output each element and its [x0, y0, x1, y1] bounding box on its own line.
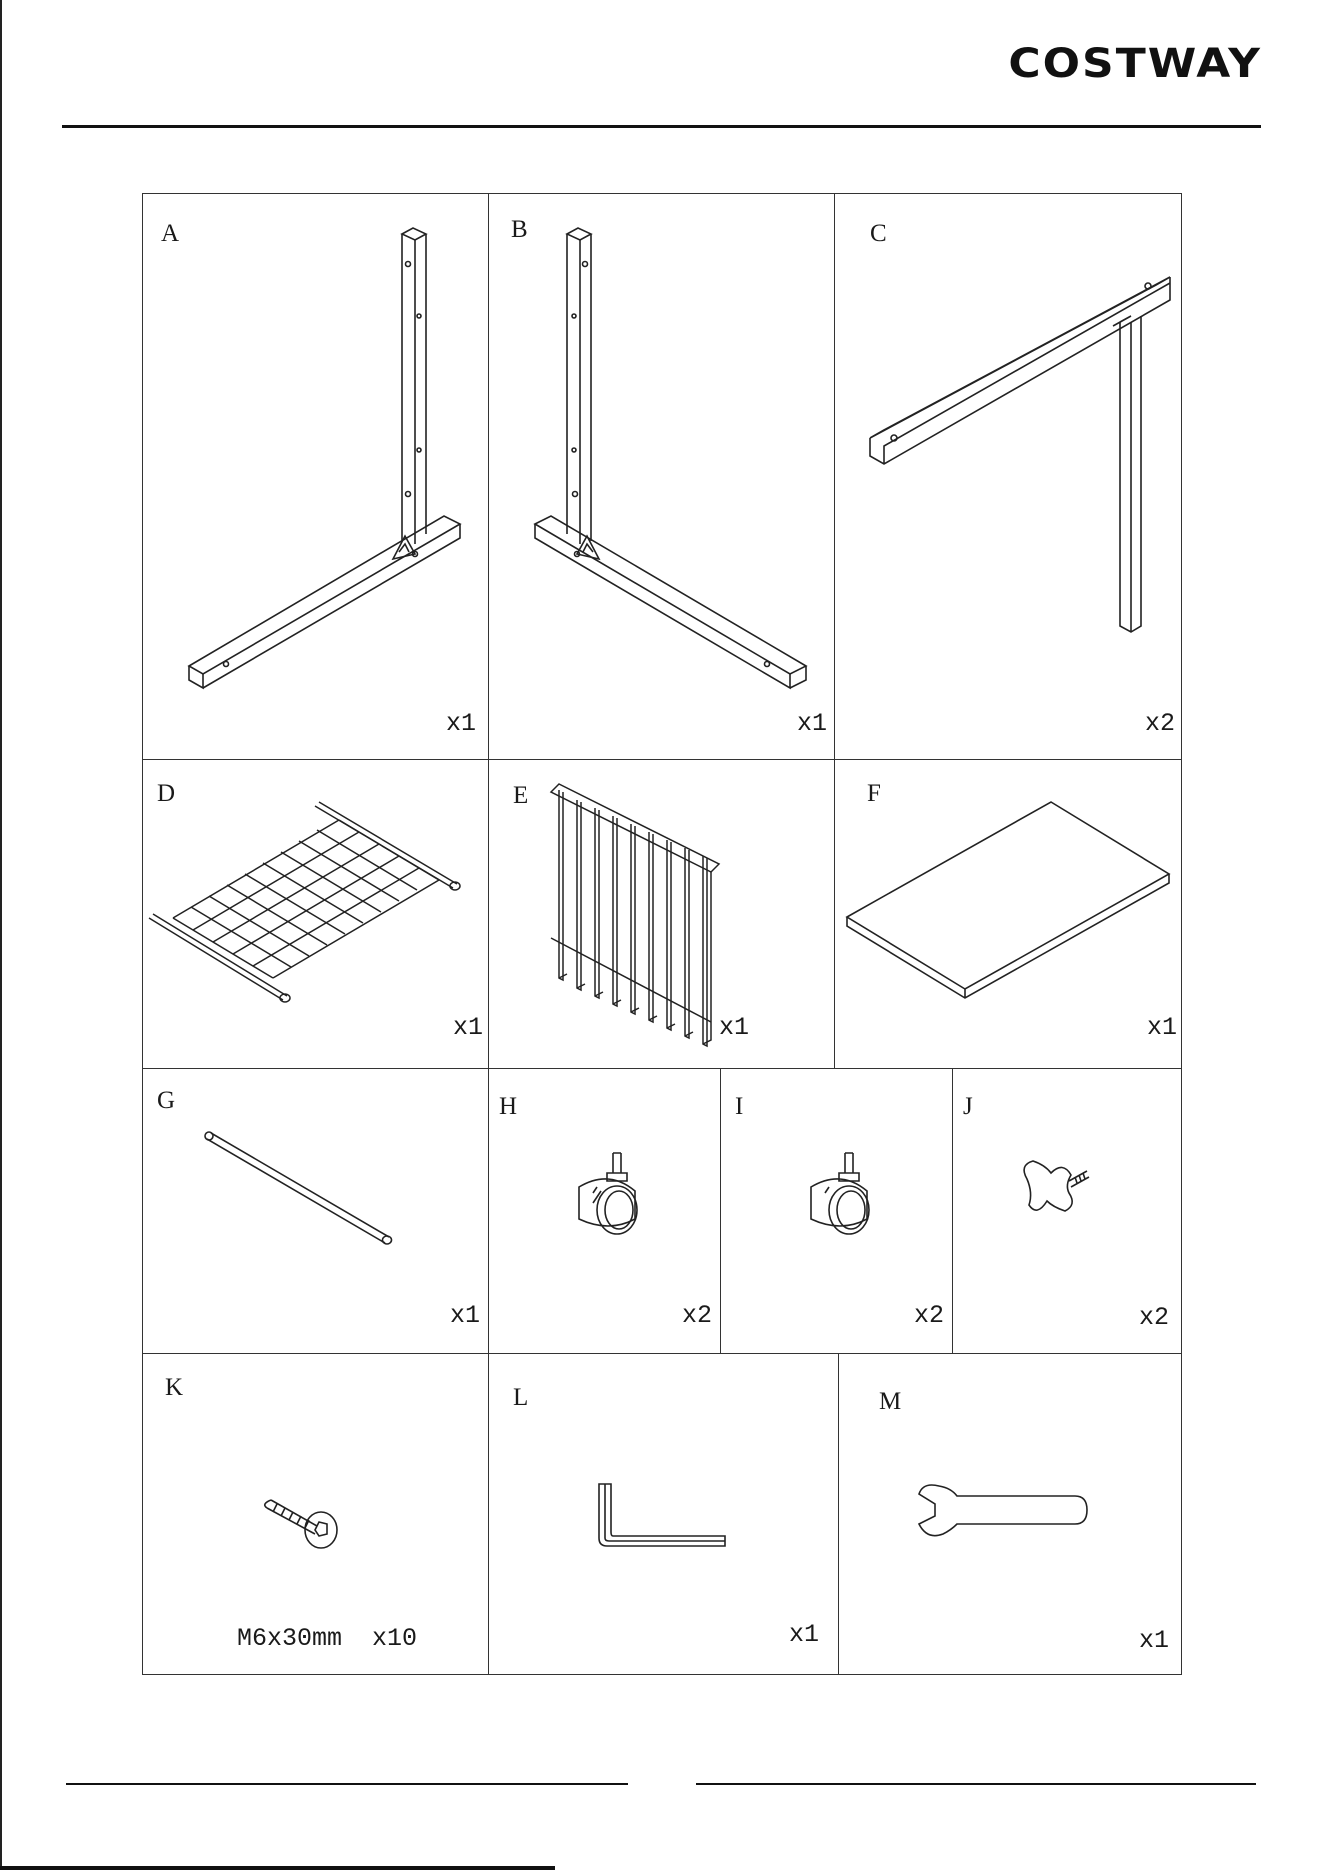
part-letter: H [499, 1093, 518, 1120]
part-quantity: M6x30mm x10 [237, 1624, 418, 1653]
part-letter: F [867, 780, 881, 807]
part-letter: E [513, 782, 529, 809]
part-letter: G [157, 1087, 176, 1114]
part-quantity: x1 [450, 1301, 481, 1330]
part-cell-a [142, 193, 489, 760]
parts-grid [142, 193, 1182, 1675]
footer-rule-left [66, 1783, 628, 1785]
part-letter: J [963, 1093, 973, 1120]
part-cell-f [834, 759, 1182, 1069]
part-cell-l [488, 1353, 839, 1675]
part-letter: M [879, 1388, 902, 1415]
part-quantity: x1 [797, 709, 828, 738]
part-quantity: x2 [914, 1301, 945, 1330]
part-quantity: x2 [1145, 709, 1176, 738]
part-letter: B [511, 216, 528, 243]
part-letter: C [870, 220, 887, 247]
part-cell-m [838, 1353, 1182, 1675]
part-quantity: x1 [1147, 1013, 1178, 1042]
board-panel-icon [835, 760, 1183, 1070]
rod-icon [143, 1069, 490, 1355]
part-cell-b [488, 193, 835, 760]
part-cell-k [142, 1353, 489, 1675]
part-quantity: x1 [719, 1013, 750, 1042]
wire-shelf-icon [143, 760, 490, 1070]
l-frame-bar-icon [835, 194, 1183, 761]
brand-logo: COSTWAY [1008, 40, 1262, 87]
header-rule [62, 125, 1261, 128]
footer-rule-right [696, 1783, 1256, 1785]
part-cell-h [488, 1068, 721, 1354]
part-cell-c [834, 193, 1182, 760]
t-stand-leg-icon [143, 194, 490, 761]
part-quantity: x1 [1139, 1626, 1170, 1655]
t-stand-leg-icon [489, 194, 836, 761]
part-quantity: x2 [1139, 1303, 1170, 1332]
part-letter: D [157, 780, 176, 807]
page-left-edge [0, 0, 2, 1870]
part-quantity: x1 [446, 709, 477, 738]
part-quantity: x1 [789, 1620, 820, 1649]
part-quantity: x2 [682, 1301, 713, 1330]
page-bottom-edge [0, 1866, 555, 1870]
part-letter: L [513, 1384, 529, 1411]
part-cell-i [720, 1068, 953, 1354]
part-letter: I [735, 1093, 744, 1120]
part-quantity: x1 [453, 1013, 484, 1042]
part-cell-e [488, 759, 835, 1069]
part-letter: K [165, 1374, 184, 1401]
part-cell-j [952, 1068, 1182, 1354]
allen-key-icon [489, 1354, 840, 1676]
wire-basket-icon [489, 760, 836, 1070]
part-cell-g [142, 1068, 489, 1354]
part-letter: A [161, 220, 180, 247]
part-cell-d [142, 759, 489, 1069]
